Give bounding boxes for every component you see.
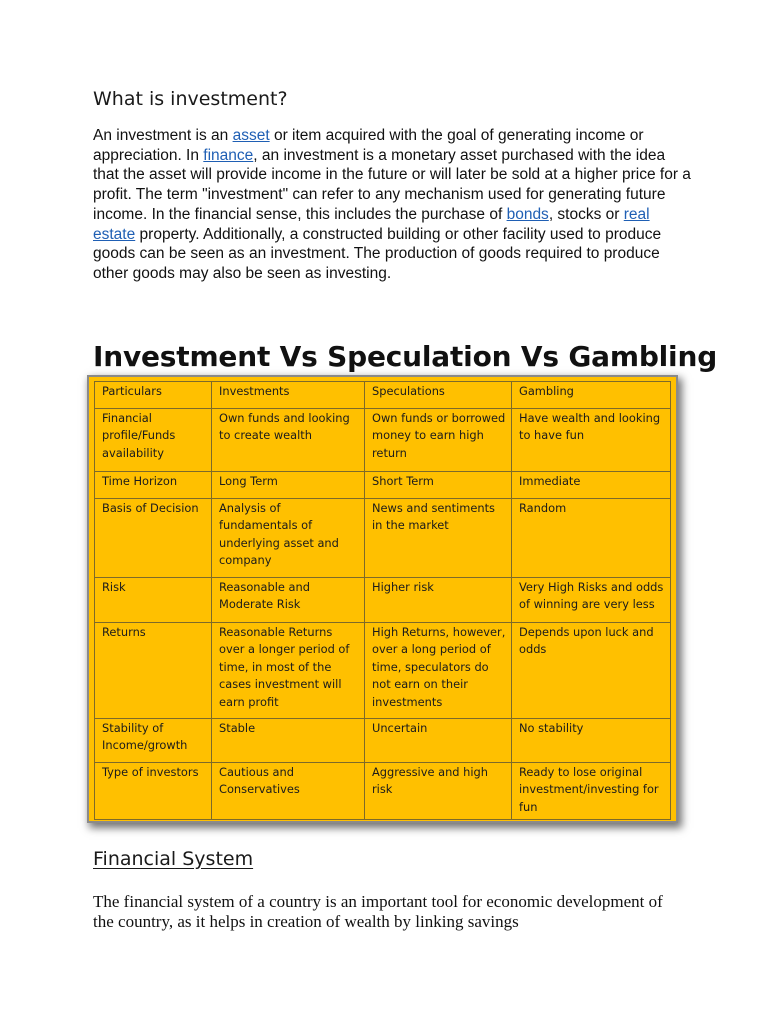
table-row [95, 472, 671, 499]
paragraph-text: or item acquired with the goal of generating income or appreciation. In [93, 127, 644, 164]
link-real-estate[interactable]: real estate [93, 205, 650, 243]
table-cell: Financial profile/Funds availability [95, 409, 212, 472]
table-cell: Analysis of fundamentals of underlying asset and company [212, 499, 365, 578]
table-row [95, 623, 671, 719]
table-cell: Depends upon luck and odds [512, 623, 671, 719]
table-cell: Reasonable and Moderate Risk [212, 578, 365, 623]
table-cell: Immediate [512, 472, 671, 499]
table-cell: Reasonable Returns over a longer period of time, in most of the cases investment will earn profit [212, 623, 365, 719]
table-cell: Long Term [212, 472, 365, 499]
table-cell: Time Horizon [95, 472, 212, 499]
heading-investment-vs-speculation-vs-gambling: Investment Vs Speculation Vs Gambling [93, 340, 718, 373]
table-cell: Stability of Income/growth [95, 719, 212, 763]
table-cell: Very High Risks and odds of winning are very less [512, 578, 671, 623]
table-row [95, 719, 671, 763]
table-cell: Own funds and looking to create wealth [212, 409, 365, 472]
link-asset[interactable]: asset [232, 127, 270, 144]
table-cell: Have wealth and looking to have fun [512, 409, 671, 472]
table-cell: Risk [95, 578, 212, 623]
table-header-cell: Speculations [365, 382, 512, 409]
paragraph-text: property. Additionally, a constructed building or other facility used to produce goods can be seen as an investment. The production of goods required to produce other goods may also be seen as investing. [93, 225, 662, 282]
paragraph-text: , stocks or [548, 205, 624, 223]
table-header-cell: Gambling [512, 382, 671, 409]
comparison-table-image [89, 377, 676, 821]
table-cell: News and sentiments in the market [365, 499, 512, 578]
paragraph-text: An investment is an [93, 127, 233, 144]
table-cell: High Returns, however, over a long period of time, speculators do not earn on their investments [365, 623, 512, 719]
table-header-cell: Particulars [95, 382, 212, 409]
table-header-cell: Investments [212, 382, 365, 409]
comparison-table [94, 381, 671, 820]
heading-financial-system [93, 848, 253, 870]
table-cell: Aggressive and high risk [365, 763, 512, 820]
paragraph-text: , an investment is a monetary asset purchased with the idea that the asset will provide income in the future or will later be sold at a higher price for a profit. The term "investment" can refer to any mechanism used for generating future income. In the financial sense, this includes the purchase of [93, 146, 691, 223]
table-cell: Type of investors [95, 763, 212, 820]
heading-text: Financial System [93, 848, 254, 870]
table-cell: Uncertain [365, 719, 512, 763]
table-cell: Stable [212, 719, 365, 763]
table-cell: Higher risk [365, 578, 512, 623]
table-row [95, 409, 671, 472]
heading-what-is-investment: What is investment? [93, 88, 288, 110]
financial-system-paragraph: The financial system of a country is an important tool for economic development of the country, as it helps in creation of wealth by linking savings [93, 892, 663, 931]
table-cell: Random [512, 499, 671, 578]
table-row [95, 763, 671, 820]
table-header-row [95, 382, 671, 409]
table-cell: Cautious and Conservatives [212, 763, 365, 820]
table-cell: Ready to lose original investment/investing for fun [512, 763, 671, 820]
link-bonds[interactable]: bonds [506, 205, 549, 223]
table-row [95, 499, 671, 578]
table-cell: No stability [512, 719, 671, 763]
table-cell: Own funds or borrowed money to earn high return [365, 409, 512, 472]
table-cell: Returns [95, 623, 212, 719]
table-cell: Basis of Decision [95, 499, 212, 578]
table-cell: Short Term [365, 472, 512, 499]
table-row [95, 578, 671, 623]
investment-definition-paragraph [93, 126, 693, 284]
link-finance[interactable]: finance [203, 146, 254, 164]
